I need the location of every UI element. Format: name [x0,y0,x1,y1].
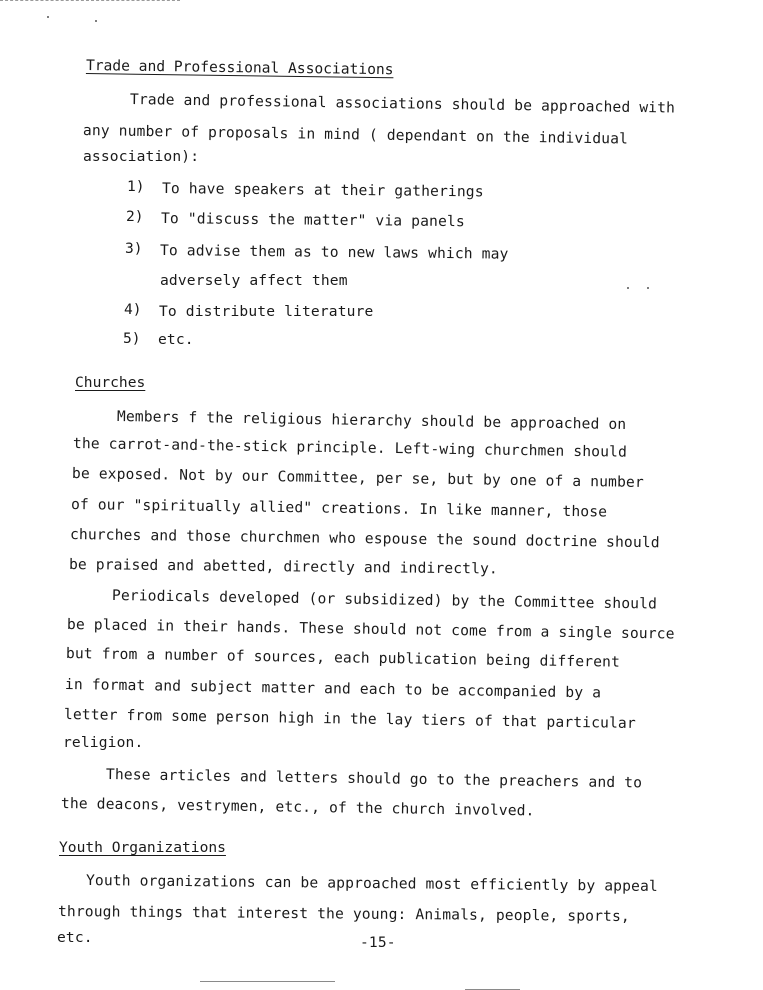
text-line: association): [83,148,200,165]
section-heading-trade: Trade and Professional Associations [85,57,394,79]
scan-speck [627,287,629,289]
text-line: of our "spiritually allied" creations. In like manner, those [70,496,608,521]
section-heading-churches: Churches [75,374,146,391]
list-item-continuation: adversely affect them [160,272,348,289]
scan-speck [647,287,649,289]
text-line: the carrot-and-the-stick principle. Left-wing churchmen should [72,435,628,461]
scan-edge-top [0,0,180,3]
list-item: To advise them as to new laws which may [159,242,509,263]
text-line: in format and subject matter and each to be accompanied by a [64,676,602,702]
text-line: be praised and abetted, directly and indirectly. [68,556,499,578]
text-line: religion. [63,734,144,751]
list-item: etc. [158,331,194,348]
list-number: 4) [124,301,142,318]
list-number: 5) [123,330,141,347]
list-number: 1) [127,178,145,195]
text-line: Members f the religious hierarchy should be approached on [116,408,627,433]
text-line: through things that interest the young: Animals, people, sports, [57,903,630,925]
text-line: etc. [57,929,93,946]
text-line: letter from some person high in the lay tiers of that particular [63,706,636,732]
text-line: churches and those churchmen who espouse the sound doctrine should [69,526,660,552]
text-line: Trade and professional associations should be approached with [129,91,676,117]
scan-speck [95,20,97,22]
page-number: -15- [360,934,396,951]
list-item: To distribute literature [159,303,374,320]
list-number: 3) [125,240,143,257]
section-heading-youth: Youth Organizations [59,839,226,856]
scan-edge-bottom [200,981,335,982]
list-number: 2) [126,208,144,225]
text-line: the deacons, vestrymen, etc., of the church involved. [60,795,535,820]
text-line: These articles and letters should go to the preachers and to [105,766,643,792]
text-line: any number of proposals in mind ( dependant on the individual [82,122,629,148]
text-line: Youth organizations can be approached most efficiently by appeal [85,872,658,895]
text-line: but from a number of sources, each publication being different [65,645,621,671]
list-item: To have speakers at their gatherings [161,180,484,201]
text-line: be placed in their hands. These should not come from a single source [66,616,675,643]
text-line: be exposed. Not by our Committee, per se, but by one of a number [71,465,644,491]
text-line: Periodicals developed (or subsidized) by the Committee should [111,587,658,613]
list-item: To "discuss the matter" via panels [160,210,465,231]
scan-speck [47,16,49,18]
